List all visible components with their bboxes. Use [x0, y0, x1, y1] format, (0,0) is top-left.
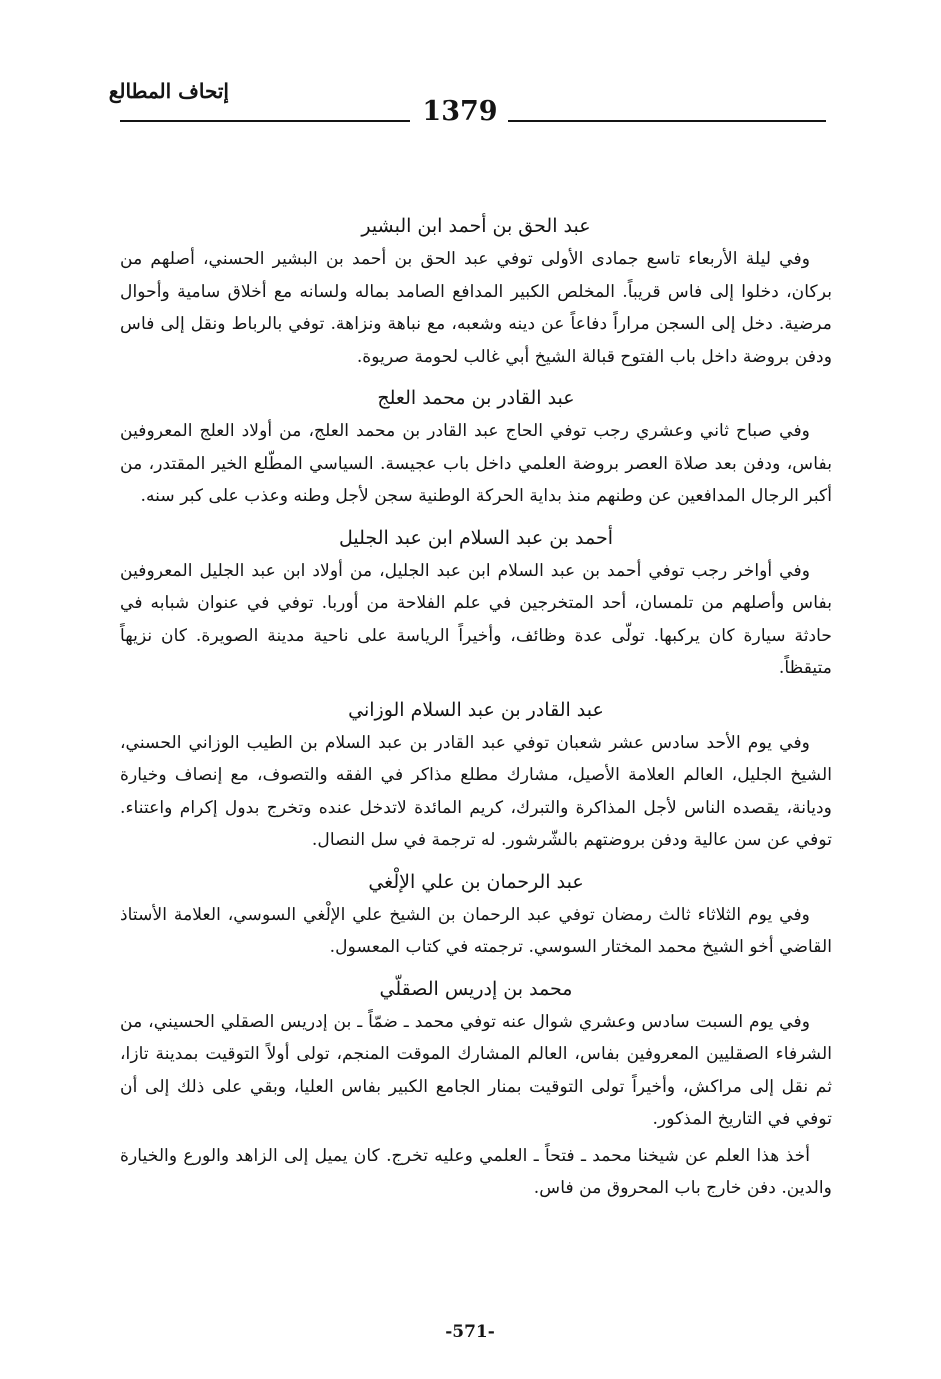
entry-paragraph: وفي أواخر رجب توفي أحمد بن عبد السلام ابن عبد الجليل، من أولاد ابن عبد الجليل المعروفين بفاس وأصلهم من تلمسان، أحد المتخرجين في علم الفلاحة من أوربا. توفي في عنوان شبابه في حادثة سيارة كان يركبها. تولّى عدة وظائف، وأخيراً الرياسة على ناحية مدينة الصويرة. كان نزيهاً متيقظاً. — [120, 560, 832, 678]
entry-title: عبد القادر بن عبد السلام الوزاني — [348, 698, 604, 721]
page-body — [120, 205, 832, 1209]
entry-paragraph: وفي ليلة الأربعاء تاسع جمادى الأولى توفي عبد الحق بن أحمد بن البشير الحسني، أصلهم من بركان، دخلوا إلى فاس قريباً. المخلص الكبير المدافع الصامد بماله ولسانه مع أخلاق سامية وأحوال مرضية. دخل إلى السجن مراراً دفاعاً عن دينه وشعبه، مع نباهة ونزاهة. توفي بالرباط ونقل إلى فاس ودفن بروضة داخل باب الفتوح قبالة الشيخ أبي غالب لحومة صريوة. — [120, 249, 832, 367]
entry-paragraph: أخذ هذا العلم عن شيخنا محمد ـ فتحاً ـ العلمي وعليه تخرج. كان يميل إلى الزاهد والورع والخيارة والدين. دفن خارج باب المحروق من فاس. — [120, 1145, 832, 1198]
entry-title: أحمد بن عبد السلام ابن عبد الجليل — [339, 526, 613, 549]
obituary-entry — [120, 861, 832, 964]
entry-title: محمد بن إدريس الصقلّي — [379, 977, 573, 1000]
obituary-entry — [120, 377, 832, 513]
header-rule-left — [120, 120, 410, 122]
entry-title: عبد القادر بن محمد العلج — [377, 387, 575, 409]
obituary-entry — [120, 689, 832, 857]
obituary-entry — [120, 205, 832, 373]
header-year: 1379 — [422, 96, 498, 127]
header-rule-right — [508, 120, 826, 122]
obituary-entry — [120, 968, 832, 1205]
page-number: -571- — [445, 1322, 495, 1342]
obituary-entry — [120, 517, 832, 685]
entry-paragraph: وفي يوم الأحد سادس عشر شعبان توفي عبد القادر بن عبد السلام بن الطيب الوزاني الحسني، الشيخ الجليل، العالم العلامة الأصيل، مشارك مطلع مذاكر في الفقه والتصوف، مع إنصاف وخيارة وديانة، يقصده الناس لأجل المذاكرة والتبرك، كريم المائدة لاتدخل عنده وتخرج بدول إكرام واعتناء. توفي عن سن عالية ودفن بروضتهم بالشّرشور. له ترجمة في سل النصال. — [120, 732, 832, 850]
entry-title: عبد الحق بن أحمد ابن البشير — [361, 215, 591, 237]
running-header-title: إتحاف المطالع — [108, 79, 229, 103]
entry-paragraph: وفي يوم الثلاثاء ثالث رمضان توفي عبد الرحمان بن الشيخ علي الإلْغي السوسي، العلامة الأستاذ القاضي أخو الشيخ محمد المختار السوسي. ترجمته في كتاب المعسول. — [120, 904, 832, 957]
entry-title: عبد الرحمان بن علي الإلْغي — [368, 870, 584, 893]
entry-paragraph: وفي يوم السبت سادس وعشري شوال عنه توفي محمد ـ ضمّاً ـ بن إدريس الصقلي الحسيني، من الشرفاء الصقليين المعروفين بفاس، العالم المشارك الموقت المنجم، تولى أولاً التوقيت بمدينة تازا، ثم نقل إلى مراكش، وأخيراً تولى التوقيت بمنار الجامع الكبير بفاس العليا، وبقي على ذلك إلى أن توفي في التاريخ المذكور. — [120, 1011, 832, 1129]
entry-paragraph: وفي صباح ثاني وعشري رجب توفي الحاج عبد القادر بن محمد العلج، من أولاد العلج المعروفين بفاس، ودفن بعد صلاة العصر بروضة العلمي داخل باب عجيسة. السياسي المطّلع الخير المقتدر، من أكبر الرجال المدافعين عن وطنهم منذ بداية الحركة الوطنية سجن لأجل وطنه وعذب على كبر سنه. — [120, 421, 832, 506]
